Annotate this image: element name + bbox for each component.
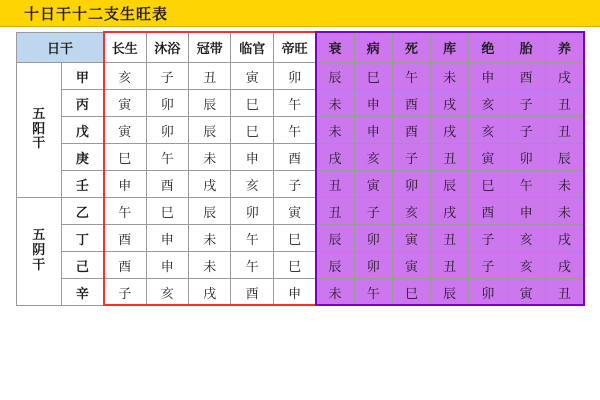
branch-cell: 未 (431, 63, 469, 90)
branch-cell: 未 (316, 117, 354, 144)
branch-cell: 午 (392, 63, 430, 90)
branch-cell: 丑 (189, 63, 231, 90)
branch-cell: 子 (507, 90, 545, 117)
shengwang-table (16, 32, 584, 306)
branch-cell: 丑 (545, 117, 583, 144)
branch-cell: 寅 (104, 90, 146, 117)
table-row (17, 279, 584, 306)
branch-cell: 丑 (316, 171, 354, 198)
branch-cell: 戌 (431, 90, 469, 117)
branch-cell: 酉 (392, 90, 430, 117)
branch-cell: 午 (273, 90, 315, 117)
header-6: 衰 (316, 33, 354, 63)
stem-cell: 戊 (61, 117, 103, 144)
branch-cell: 午 (354, 279, 392, 306)
branch-cell: 未 (189, 225, 231, 252)
branch-cell: 子 (469, 225, 507, 252)
table-row (17, 90, 584, 117)
branch-cell: 申 (354, 117, 392, 144)
branch-cell: 午 (231, 252, 273, 279)
branch-cell: 戌 (189, 171, 231, 198)
branch-cell: 丑 (545, 90, 583, 117)
branch-cell: 亥 (392, 198, 430, 225)
branch-cell: 申 (507, 198, 545, 225)
branch-cell: 申 (231, 144, 273, 171)
table-row (17, 171, 584, 198)
branch-cell: 辰 (316, 225, 354, 252)
branch-cell: 未 (189, 252, 231, 279)
header-8: 死 (392, 33, 430, 63)
branch-cell: 未 (189, 144, 231, 171)
stem-cell: 丁 (61, 225, 103, 252)
branch-cell: 亥 (231, 171, 273, 198)
branch-cell: 子 (146, 63, 188, 90)
branch-cell: 戌 (431, 117, 469, 144)
branch-cell: 申 (146, 252, 188, 279)
branch-cell: 午 (104, 198, 146, 225)
branch-cell: 午 (231, 225, 273, 252)
branch-cell: 戌 (545, 252, 583, 279)
header-12: 养 (545, 33, 583, 63)
header-5: 帝旺 (273, 33, 315, 63)
header-4: 临官 (231, 33, 273, 63)
branch-cell: 子 (392, 144, 430, 171)
branch-cell: 卯 (354, 252, 392, 279)
branch-cell: 亥 (469, 90, 507, 117)
branch-cell: 酉 (231, 279, 273, 306)
branch-cell: 申 (146, 225, 188, 252)
stem-cell: 丙 (61, 90, 103, 117)
branch-cell: 寅 (231, 63, 273, 90)
branch-cell: 寅 (273, 198, 315, 225)
branch-cell: 卯 (273, 63, 315, 90)
table-row (17, 225, 584, 252)
branch-cell: 未 (316, 279, 354, 306)
branch-cell: 辰 (189, 90, 231, 117)
branch-cell: 酉 (507, 63, 545, 90)
table-header-row (17, 33, 584, 63)
table-row (17, 198, 584, 225)
branch-cell: 亥 (104, 63, 146, 90)
table-container (16, 32, 584, 306)
table-row (17, 252, 584, 279)
branch-cell: 午 (507, 171, 545, 198)
branch-cell: 卯 (469, 279, 507, 306)
branch-cell: 戌 (316, 144, 354, 171)
branch-cell: 卯 (231, 198, 273, 225)
branch-cell: 巳 (231, 117, 273, 144)
branch-cell: 酉 (469, 198, 507, 225)
table-row (17, 117, 584, 144)
group-label-1: 五 阳 干 (17, 63, 62, 198)
branch-cell: 丑 (545, 279, 583, 306)
branch-cell: 子 (273, 171, 315, 198)
branch-cell: 巳 (231, 90, 273, 117)
branch-cell: 未 (316, 90, 354, 117)
stem-cell: 壬 (61, 171, 103, 198)
branch-cell: 酉 (392, 117, 430, 144)
branch-cell: 辰 (189, 198, 231, 225)
branch-cell: 子 (469, 252, 507, 279)
branch-cell: 申 (273, 279, 315, 306)
header-9: 库 (431, 33, 469, 63)
branch-cell: 丑 (431, 225, 469, 252)
branch-cell: 未 (545, 198, 583, 225)
branch-cell: 子 (507, 117, 545, 144)
table-row (17, 63, 584, 90)
branch-cell: 酉 (273, 144, 315, 171)
branch-cell: 丑 (431, 144, 469, 171)
branch-cell: 寅 (392, 252, 430, 279)
stem-cell: 乙 (61, 198, 103, 225)
header-2: 沐浴 (146, 33, 188, 63)
branch-cell: 卯 (392, 171, 430, 198)
branch-cell: 申 (104, 171, 146, 198)
branch-cell: 未 (545, 171, 583, 198)
branch-cell: 午 (146, 144, 188, 171)
branch-cell: 酉 (104, 252, 146, 279)
header-1: 长生 (104, 33, 146, 63)
branch-cell: 巳 (392, 279, 430, 306)
stem-cell: 甲 (61, 63, 103, 90)
branch-cell: 寅 (392, 225, 430, 252)
branch-cell: 卯 (354, 225, 392, 252)
branch-cell: 巳 (354, 63, 392, 90)
branch-cell: 辰 (316, 252, 354, 279)
table-body (17, 33, 584, 306)
branch-cell: 丑 (431, 252, 469, 279)
branch-cell: 巳 (104, 144, 146, 171)
stem-cell: 庚 (61, 144, 103, 171)
branch-cell: 子 (104, 279, 146, 306)
branch-cell: 戌 (545, 63, 583, 90)
branch-cell: 酉 (146, 171, 188, 198)
branch-cell: 亥 (507, 252, 545, 279)
branch-cell: 寅 (507, 279, 545, 306)
stem-cell: 辛 (61, 279, 103, 306)
branch-cell: 亥 (354, 144, 392, 171)
branch-cell: 子 (354, 198, 392, 225)
branch-cell: 辰 (431, 171, 469, 198)
header-3: 冠带 (189, 33, 231, 63)
header-7: 病 (354, 33, 392, 63)
branch-cell: 卯 (507, 144, 545, 171)
branch-cell: 卯 (146, 90, 188, 117)
branch-cell: 卯 (146, 117, 188, 144)
branch-cell: 寅 (354, 171, 392, 198)
branch-cell: 寅 (469, 144, 507, 171)
branch-cell: 亥 (469, 117, 507, 144)
branch-cell: 戌 (545, 225, 583, 252)
page-title: 十日干十二支生旺表 (24, 4, 169, 23)
branch-cell: 辰 (431, 279, 469, 306)
branch-cell: 辰 (316, 63, 354, 90)
branch-cell: 申 (469, 63, 507, 90)
branch-cell: 戌 (189, 279, 231, 306)
header-10: 绝 (469, 33, 507, 63)
header-11: 胎 (507, 33, 545, 63)
branch-cell: 辰 (545, 144, 583, 171)
branch-cell: 丑 (316, 198, 354, 225)
branch-cell: 申 (354, 90, 392, 117)
branch-cell: 戌 (431, 198, 469, 225)
branch-cell: 午 (273, 117, 315, 144)
branch-cell: 酉 (104, 225, 146, 252)
header-corner-riganzi: 日干 (17, 33, 104, 63)
branch-cell: 巳 (273, 225, 315, 252)
branch-cell: 亥 (146, 279, 188, 306)
group-label-2: 五 阴 干 (17, 198, 62, 306)
branch-cell: 亥 (507, 225, 545, 252)
branch-cell: 巳 (469, 171, 507, 198)
branch-cell: 巳 (273, 252, 315, 279)
title-bar (0, 0, 600, 27)
stem-cell: 己 (61, 252, 103, 279)
branch-cell: 辰 (189, 117, 231, 144)
table-row (17, 144, 584, 171)
branch-cell: 寅 (104, 117, 146, 144)
branch-cell: 巳 (146, 198, 188, 225)
